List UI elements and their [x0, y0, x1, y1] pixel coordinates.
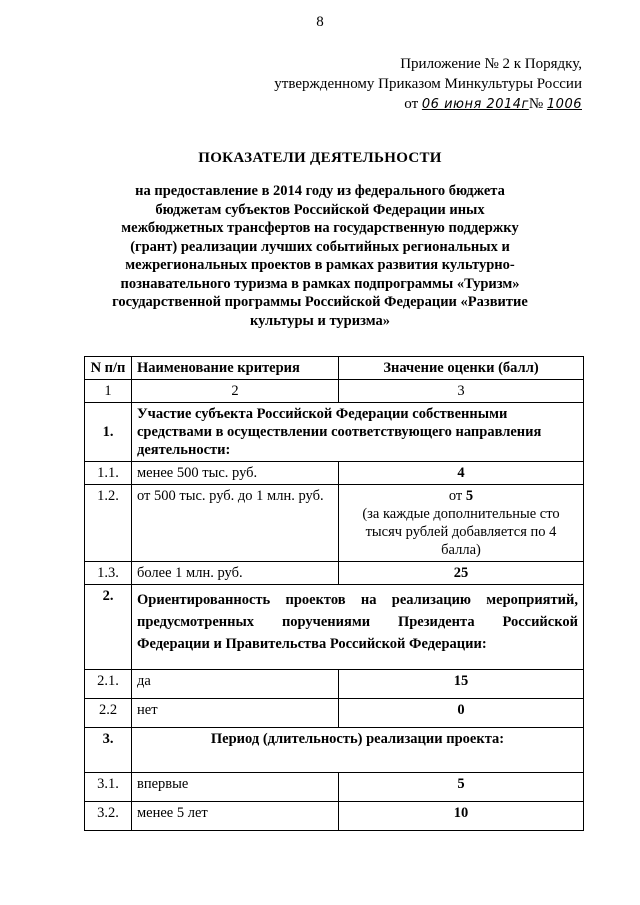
row-num: 2.1. — [85, 670, 132, 699]
column-number-1: 1 — [85, 380, 132, 403]
approval-date-line — [274, 94, 582, 115]
table-row — [85, 773, 584, 802]
row-num: 1.1. — [85, 462, 132, 485]
document-title: ПОКАЗАТЕЛИ ДЕЯТЕЛЬНОСТИ — [198, 150, 442, 166]
criteria-table — [84, 356, 584, 831]
table-row — [85, 562, 584, 585]
document-subtitle: на предоставление в 2014 году из федерального бюджета бюджетам субъектов Российской Федерации иных межбюджетных трансфертов на государственную поддержку (грант) реализации лучших событийных региональных и межрегиональных проектов в рамках развития культурно-познавательного туризма в рамках подпрограммы «Туризм» государственной программы Российской Федерации «Развитие культуры и туризма» — [112, 183, 528, 329]
section-row — [85, 728, 584, 773]
table-row — [85, 670, 584, 699]
approval-block — [274, 54, 582, 115]
table-row — [85, 802, 584, 831]
row-criterion: более 1 млн. руб. — [132, 562, 339, 585]
section-num: 2. — [85, 585, 132, 670]
header-criterion: Наименование критерия — [132, 357, 339, 380]
row-score: от 5 — [448, 488, 474, 504]
approval-line-2: утвержденному Приказом Минкультуры России — [274, 76, 582, 92]
row-score: 4 — [339, 462, 584, 485]
column-numbers-row — [85, 380, 584, 403]
row-num: 3.2. — [85, 802, 132, 831]
section-row — [85, 403, 584, 462]
row-score: 10 — [339, 802, 584, 831]
handwritten-number: 1006 — [546, 97, 582, 112]
section-title: Участие субъекта Российской Федерации собственными средствами в осуществлении соответствующего направления деятельности: — [132, 403, 584, 462]
approval-prefix: от — [404, 96, 419, 112]
row-score: 5 — [339, 773, 584, 802]
section-num: 3. — [85, 728, 132, 773]
row-num: 1.2. — [85, 485, 132, 562]
row-num: 1.3. — [85, 562, 132, 585]
row-score-value: 5 — [465, 488, 474, 504]
row-score: 25 — [339, 562, 584, 585]
section-title: Период (длительность) реализации проекта: — [132, 728, 584, 773]
row-criterion: от 500 тыс. руб. до 1 млн. руб. — [132, 485, 339, 562]
row-score-note: (за каждые дополнительные сто тысяч рублей добавляется по 4 балла) — [362, 506, 560, 558]
header-num: N п/п — [85, 357, 132, 380]
row-criterion: менее 500 тыс. руб. — [132, 462, 339, 485]
row-num: 3.1. — [85, 773, 132, 802]
page-number: 8 — [316, 14, 324, 30]
row-criterion: нет — [132, 699, 339, 728]
handwritten-date: 06 июня 2014г — [421, 97, 529, 112]
row-score: 15 — [339, 670, 584, 699]
table-row — [85, 485, 584, 562]
row-score-cell — [339, 485, 584, 562]
row-criterion: впервые — [132, 773, 339, 802]
column-number-2: 2 — [132, 380, 339, 403]
row-criterion: да — [132, 670, 339, 699]
number-sign: № — [528, 96, 544, 112]
column-number-3: 3 — [339, 380, 584, 403]
approval-line-1: Приложение № 2 к Порядку, — [400, 56, 582, 72]
table-row — [85, 699, 584, 728]
section-row — [85, 585, 584, 670]
row-score: 0 — [339, 699, 584, 728]
table-header-row — [85, 357, 584, 380]
section-num: 1. — [85, 403, 132, 462]
table-row — [85, 462, 584, 485]
row-num: 2.2 — [85, 699, 132, 728]
row-criterion: менее 5 лет — [132, 802, 339, 831]
header-score: Значение оценки (балл) — [339, 357, 584, 380]
section-title: Ориентированность проектов на реализацию мероприятий, предусмотренных поручениями Президента Российской Федерации и Правительства Российской Федерации: — [132, 585, 584, 670]
